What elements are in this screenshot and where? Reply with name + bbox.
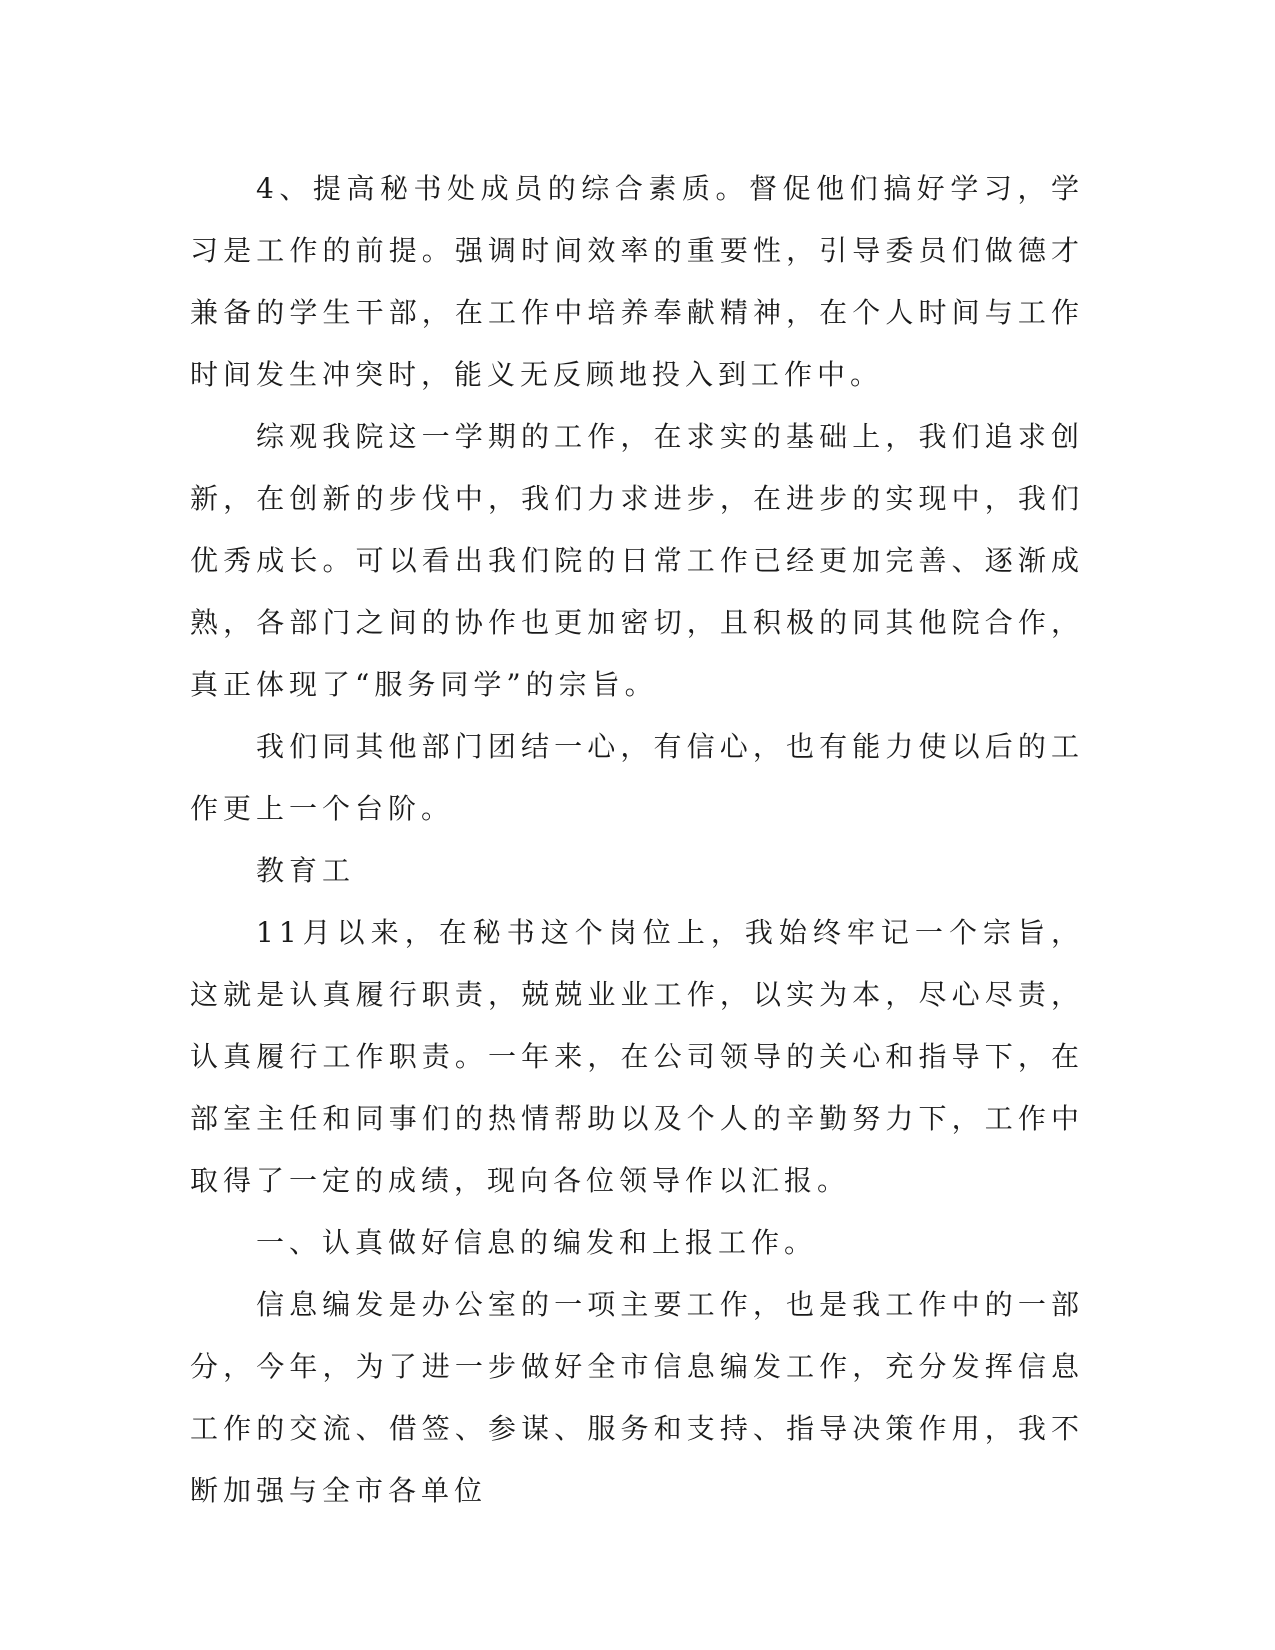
paragraph-heading-education: 教育工 xyxy=(256,854,356,887)
paragraph-information-work: 信息编发是办公室的一项主要工作，也是我工作中的一部分，今年，为了进一步做好全市信息编发工作，充分发挥信息工作的交流、借签、参谋、服务和支持、指导决策作用，我不断加强与全市各单位 xyxy=(190,1288,1084,1507)
paragraph-section-one-title: 一、认真做好信息的编发和上报工作。 xyxy=(256,1226,818,1259)
paragraph-unity: 我们同其他部门团结一心，有信心，也有能力使以后的工作更上一个台阶。 xyxy=(190,730,1084,825)
paragraph-secretariat-quality: 4、提高秘书处成员的综合素质。督促他们搞好学习，学习是工作的前提。强调时间效率的重要性，引导委员们做德才兼备的学生干部，在工作中培养奉献精神，在个人时间与工作时间发生冲突时，能义无反顾地投入到工作中。 xyxy=(190,172,1084,391)
paragraph-secretary-report: 11月以来，在秘书这个岗位上，我始终牢记一个宗旨，这就是认真履行职责，兢兢业业工作，以实为本，尽心尽责，认真履行工作职责。一年来，在公司领导的关心和指导下，在部室主任和同事们的热情帮助以及个人的辛勤努力下，工作中取得了一定的成绩，现向各位领导作以汇报。 xyxy=(190,916,1084,1197)
document-body xyxy=(190,158,1084,1522)
paragraph-semester-review: 综观我院这一学期的工作，在求实的基础上，我们追求创新，在创新的步伐中，我们力求进步，在进步的实现中，我们优秀成长。可以看出我们院的日常工作已经更加完善、逐渐成熟，各部门之间的协作也更加密切，且积极的同其他院合作，真正体现了“服务同学”的宗旨。 xyxy=(190,420,1084,701)
